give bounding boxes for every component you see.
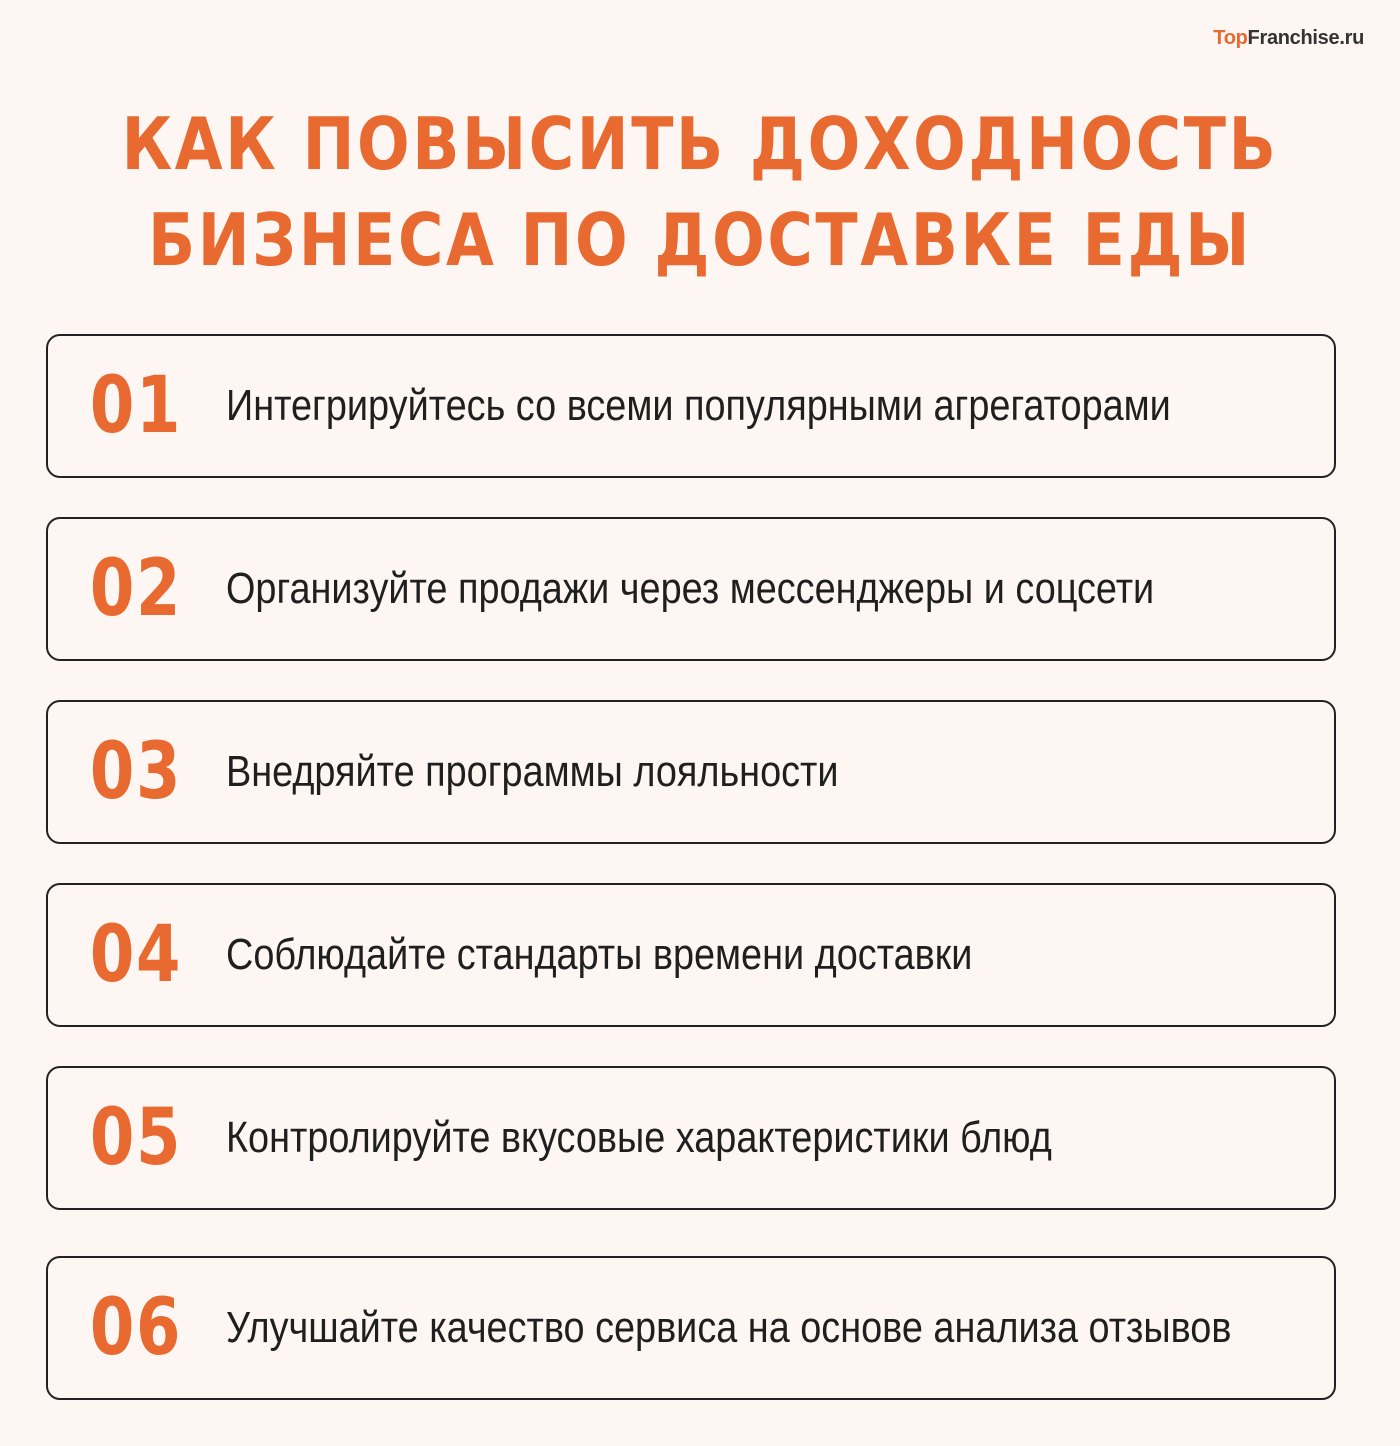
- tip-text: Соблюдайте стандарты времени доставки: [226, 930, 973, 979]
- brand-logo: [1213, 27, 1364, 50]
- tip-number: 05: [89, 1093, 183, 1183]
- tip-card-3: [46, 700, 1336, 844]
- tip-text: Улучшайте качество сервиса на основе анализа отзывов: [226, 1303, 1232, 1352]
- tip-card-6: [46, 1256, 1336, 1400]
- brand-logo-rest: Franchise.ru: [1247, 27, 1364, 49]
- tip-text: Внедряйте программы лояльности: [226, 747, 839, 796]
- tip-text: Контролируйте вкусовые характеристики блюд: [226, 1113, 1052, 1162]
- tip-text: Интегрируйтесь со всеми популярными агрегаторами: [226, 381, 1171, 430]
- page-title-line-1: КАК ПОВЫСИТЬ ДОХОДНОСТЬ: [121, 102, 1279, 186]
- tip-number: 02: [89, 544, 183, 634]
- tip-card-1: [46, 334, 1336, 478]
- brand-logo-top: Top: [1213, 27, 1248, 49]
- page-title: [98, 96, 1302, 288]
- tip-card-4: [46, 883, 1336, 1027]
- tip-card-5: [46, 1066, 1336, 1210]
- tip-number: 06: [89, 1283, 183, 1373]
- tip-text: Организуйте продажи через мессенджеры и соцсети: [226, 564, 1155, 613]
- tip-number: 03: [89, 727, 183, 817]
- tip-card-2: [46, 517, 1336, 661]
- tip-number: 04: [89, 910, 183, 1000]
- tip-number: 01: [89, 361, 183, 451]
- page-title-line-2: БИЗНЕСА ПО ДОСТАВКЕ ЕДЫ: [147, 198, 1253, 282]
